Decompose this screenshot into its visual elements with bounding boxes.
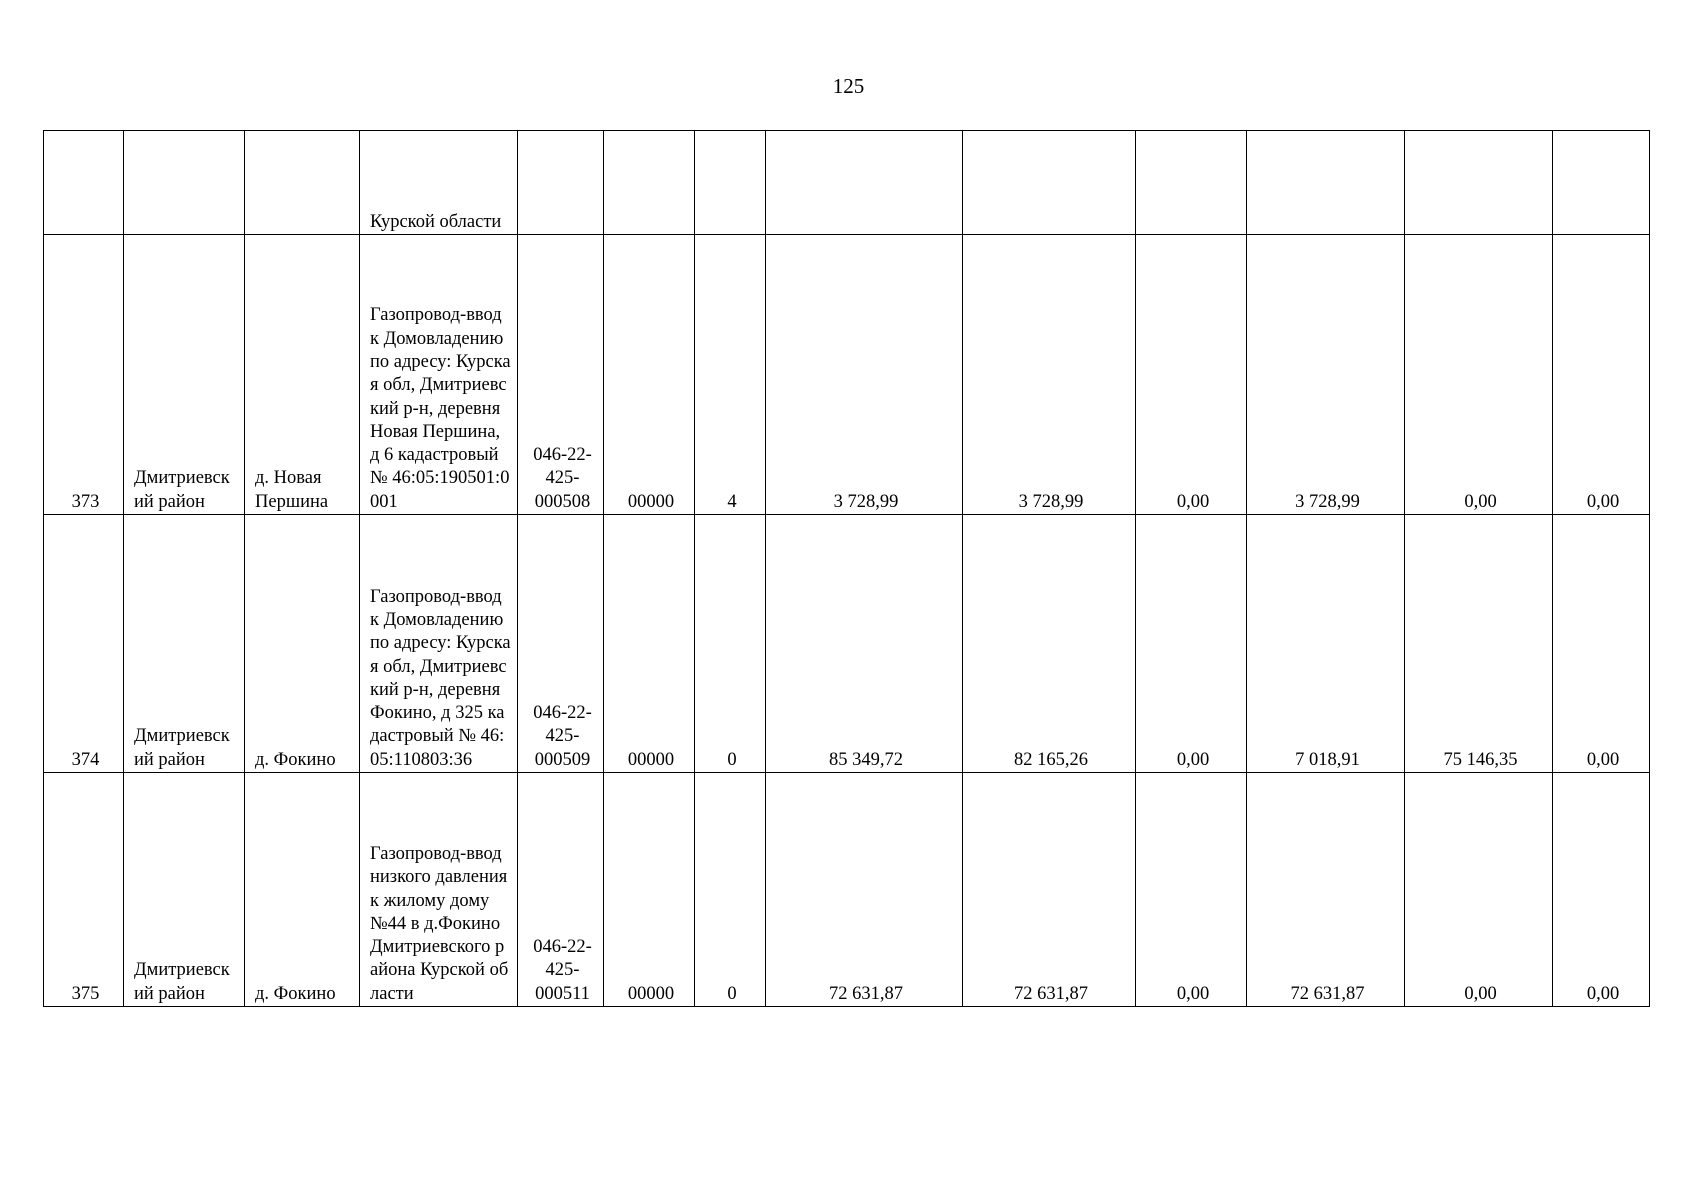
registry-code-cell: 046-22-425-000511 <box>518 773 604 1007</box>
value-cell-3: 0,00 <box>1136 235 1247 515</box>
value-cell-2: 82 165,26 <box>963 515 1136 773</box>
value-cell-1 <box>766 131 963 235</box>
value-cell-3: 0,00 <box>1136 773 1247 1007</box>
value-cell-4 <box>1247 131 1405 235</box>
value-cell-3 <box>1136 131 1247 235</box>
okof-cell: 0 <box>695 773 766 1007</box>
district-cell: Дмитриевский район <box>124 235 245 515</box>
table-row <box>44 131 1650 235</box>
value-cell-3: 0,00 <box>1136 515 1247 773</box>
value-cell-6: 0,00 <box>1553 235 1650 515</box>
table-row <box>44 515 1650 773</box>
locality-cell: д. Новая Першина <box>245 235 360 515</box>
row-number-cell: 374 <box>44 515 124 773</box>
locality-cell: д. Фокино <box>245 773 360 1007</box>
district-cell: Дмитриевский район <box>124 773 245 1007</box>
table-row <box>44 235 1650 515</box>
row-number-cell <box>44 131 124 235</box>
object-name-cell: Газопровод-ввод к Домовладению по адресу: Курская обл, Дмитриевский р-н, деревня Фокино, д 325 кадастровый № 46:05:110803:36 <box>360 515 518 773</box>
value-cell-5 <box>1405 131 1553 235</box>
okof-cell <box>695 131 766 235</box>
locality-cell <box>245 131 360 235</box>
okato-cell <box>604 131 695 235</box>
value-cell-5: 75 146,35 <box>1405 515 1553 773</box>
registry-code-cell: 046-22-425-000508 <box>518 235 604 515</box>
registry-code-cell <box>518 131 604 235</box>
value-cell-4: 3 728,99 <box>1247 235 1405 515</box>
okato-cell: 00000 <box>604 773 695 1007</box>
row-number-cell: 375 <box>44 773 124 1007</box>
value-cell-6: 0,00 <box>1553 515 1650 773</box>
value-cell-5: 0,00 <box>1405 235 1553 515</box>
locality-cell: д. Фокино <box>245 515 360 773</box>
value-cell-2 <box>963 131 1136 235</box>
okof-cell: 0 <box>695 515 766 773</box>
value-cell-1: 72 631,87 <box>766 773 963 1007</box>
registry-code-cell: 046-22-425-000509 <box>518 515 604 773</box>
value-cell-2: 3 728,99 <box>963 235 1136 515</box>
okato-cell: 00000 <box>604 515 695 773</box>
value-cell-4: 7 018,91 <box>1247 515 1405 773</box>
value-cell-5: 0,00 <box>1405 773 1553 1007</box>
value-cell-1: 85 349,72 <box>766 515 963 773</box>
district-cell: Дмитриевский район <box>124 515 245 773</box>
row-number-cell: 373 <box>44 235 124 515</box>
value-cell-2: 72 631,87 <box>963 773 1136 1007</box>
value-cell-6: 0,00 <box>1553 773 1650 1007</box>
object-name-cell: Газопровод-ввод низкого давления к жилому дому №44 в д.Фокино Дмитриевского района Курской области <box>360 773 518 1007</box>
value-cell-1: 3 728,99 <box>766 235 963 515</box>
page-number: 125 <box>832 74 865 98</box>
value-cell-6 <box>1553 131 1650 235</box>
district-cell <box>124 131 245 235</box>
object-name-cell: Курской области <box>360 131 518 235</box>
object-name-cell: Газопровод-ввод к Домовладению по адресу: Курская обл, Дмитриевский р-н, деревня Новая Першина, д 6 кадастровый № 46:05:190501:0001 <box>360 235 518 515</box>
okato-cell: 00000 <box>604 235 695 515</box>
okof-cell: 4 <box>695 235 766 515</box>
table-row <box>44 773 1650 1007</box>
property-register-table <box>43 130 1650 1007</box>
value-cell-4: 72 631,87 <box>1247 773 1405 1007</box>
